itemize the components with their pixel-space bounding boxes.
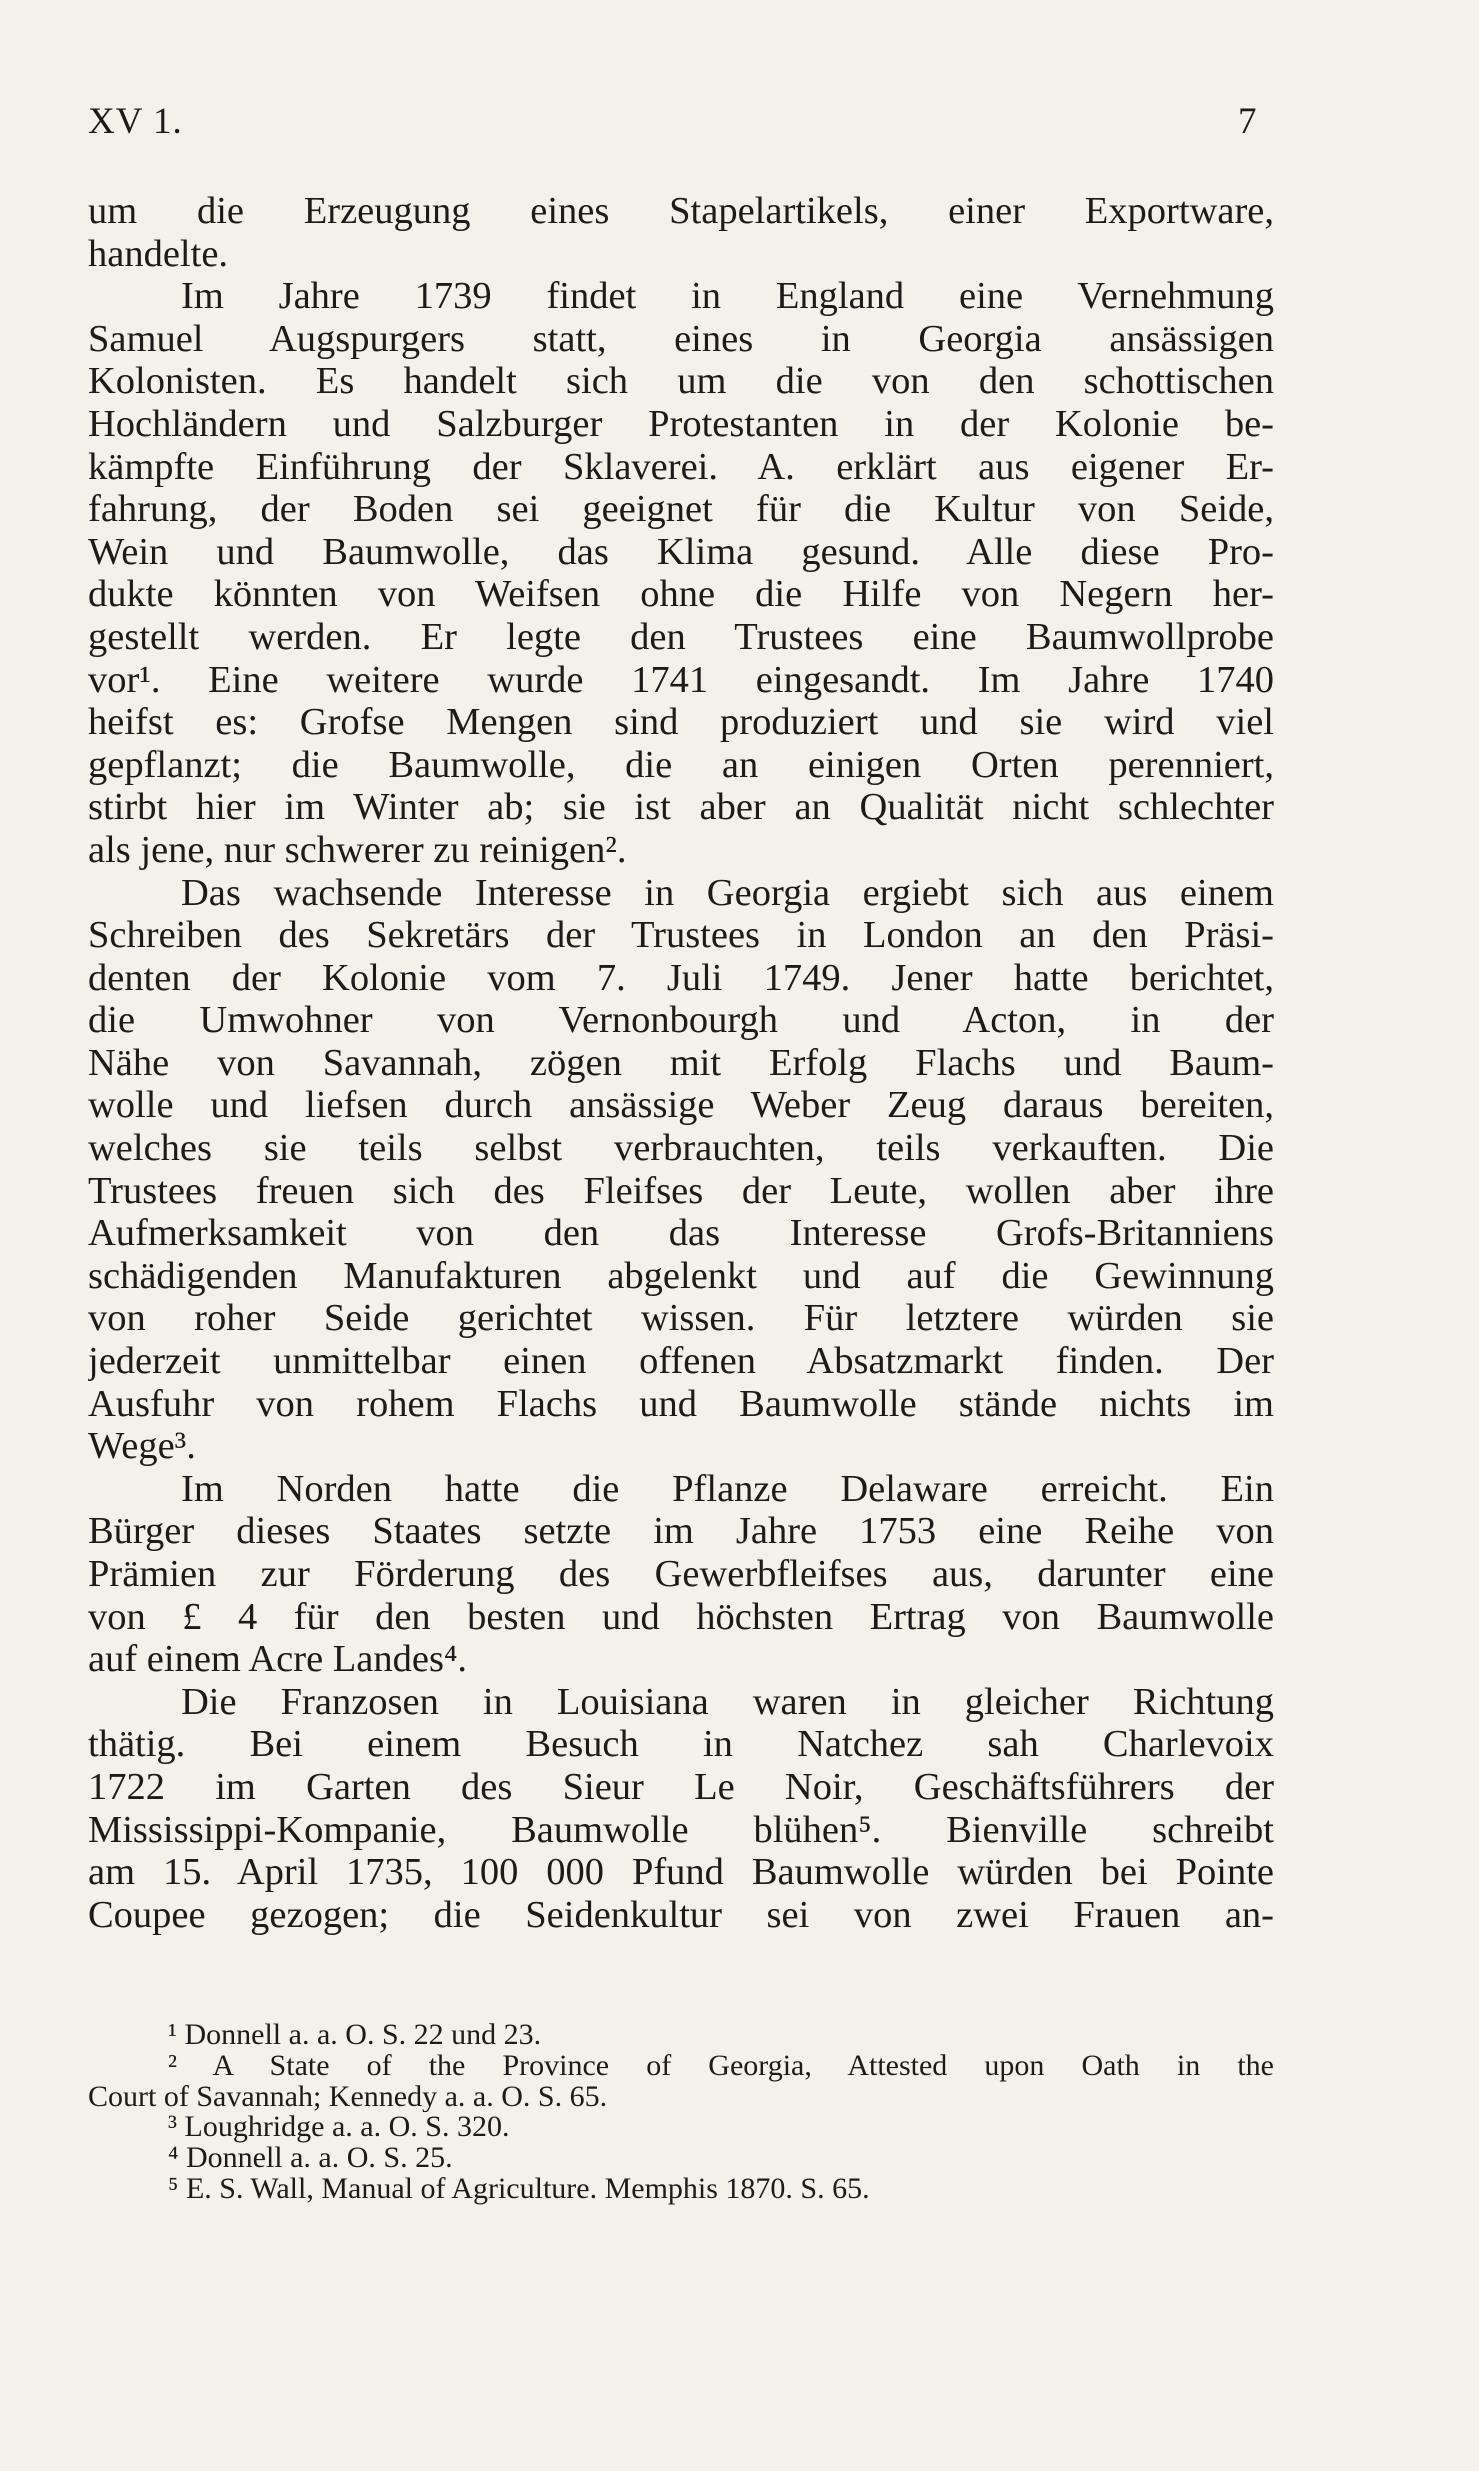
- page-number: 7: [1238, 101, 1257, 142]
- text-line: Prämien zur Förderung des Gewerbfleifses aus, darunter eine: [88, 1553, 1274, 1595]
- text-line: Im Norden hatte die Pflanze Delaware erreicht. Ein: [181, 1467, 1274, 1510]
- text-line: vor¹. Eine weitere wurde 1741 eingesandt. Im Jahre 1740: [88, 658, 1274, 701]
- text-line: welches sie teils selbst verbrauchten, teils verkauften. Die: [88, 1127, 1274, 1170]
- body-text: [88, 190, 1274, 1936]
- text-line: Mississippi-Kompanie, Baumwolle blühen⁵. Bienville schreibt: [88, 1808, 1274, 1851]
- footnotes: [88, 2020, 1274, 2205]
- text-line: auf einem Acre Landes⁴.: [88, 1638, 468, 1681]
- text-line: Trustees freuen sich des Fleifses der Leute, wollen aber ihre: [88, 1169, 1274, 1212]
- text-line: Schreiben des Sekretärs der Trustees in London an den Präsi-: [88, 914, 1274, 957]
- text-line: als jene, nur schwerer zu reinigen².: [88, 828, 627, 871]
- footnote-line: ¹ Donnell a. a. O. S. 22 und 23.: [168, 2020, 542, 2051]
- text-line: Bürger dieses Staates setzte im Jahre 1753 eine Reihe von: [88, 1510, 1274, 1553]
- footnote-line: ⁵ E. S. Wall, Manual of Agriculture. Memphis 1870. S. 65.: [168, 2173, 870, 2205]
- text-line: schädigenden Manufakturen abgelenkt und auf die Gewinnung: [88, 1254, 1274, 1297]
- text-line: handelte.: [88, 232, 229, 275]
- text-line: Kolonisten. Es handelt sich um die von den schottischen: [88, 360, 1274, 403]
- text-line: Aufmerksamkeit von den das Interesse Grofs-Britanniens: [88, 1212, 1274, 1255]
- text-line: 1722 im Garten des Sieur Le Noir, Geschäftsführers der: [88, 1765, 1274, 1808]
- footnote-line: ³ Loughridge a. a. O. S. 320.: [168, 2112, 510, 2144]
- text-line: um die Erzeugung eines Stapelartikels, einer Exportware,: [88, 190, 1274, 232]
- text-line: von £ 4 für den besten und höchsten Ertrag von Baumwolle: [88, 1595, 1274, 1638]
- running-head-chapter: XV 1.: [88, 101, 183, 142]
- text-line: gestellt werden. Er legte den Trustees eine Baumwollprobe: [88, 615, 1274, 658]
- footnote-line: ² A State of the Province of Georgia, Attested upon Oath in the: [168, 2050, 1274, 2082]
- text-line: dukte könnten von Weifsen ohne die Hilfe von Negern her-: [88, 573, 1274, 616]
- text-line: am 15. April 1735, 100 000 Pfund Baumwolle würden bei Pointe: [88, 1851, 1274, 1894]
- text-line: die Umwohner von Vernonbourgh und Acton, in der: [88, 999, 1274, 1042]
- text-line: fahrung, der Boden sei geeignet für die Kultur von Seide,: [88, 488, 1274, 531]
- text-line: Coupee gezogen; die Seidenkultur sei von zwei Frauen an-: [88, 1893, 1274, 1936]
- text-line: Hochländern und Salzburger Protestanten in der Kolonie be-: [88, 402, 1274, 445]
- text-line: Samuel Augspurgers statt, eines in Georgia ansässigen: [88, 317, 1274, 360]
- text-line: Die Franzosen in Louisiana waren in gleicher Richtung: [181, 1680, 1274, 1723]
- text-line: kämpfte Einführung der Sklaverei. A. erklärt aus eigener Er-: [88, 445, 1274, 488]
- text-line: heifst es: Grofse Mengen sind produziert und sie wird viel: [88, 701, 1274, 744]
- text-line: wolle und liefsen durch ansässige Weber Zeug daraus bereiten,: [88, 1084, 1274, 1127]
- footnote-line: Court of Savannah; Kennedy a. a. O. S. 65.: [88, 2081, 608, 2113]
- text-line: gepflanzt; die Baumwolle, die an einigen Orten perenniert,: [88, 743, 1274, 786]
- text-line: Ausfuhr von rohem Flachs und Baumwolle stände nichts im: [88, 1382, 1274, 1425]
- text-line: Im Jahre 1739 findet in England eine Vernehmung: [181, 275, 1274, 318]
- text-line: thätig. Bei einem Besuch in Natchez sah Charlevoix: [88, 1723, 1274, 1766]
- text-line: stirbt hier im Winter ab; sie ist aber an Qualität nicht schlechter: [88, 786, 1274, 829]
- text-line: denten der Kolonie vom 7. Juli 1749. Jener hatte berichtet,: [88, 956, 1274, 999]
- footnote-line: ⁴ Donnell a. a. O. S. 25.: [168, 2143, 453, 2174]
- text-line: Das wachsende Interesse in Georgia ergiebt sich aus einem: [181, 871, 1274, 914]
- text-line: Wege³.: [88, 1425, 196, 1468]
- text-line: jederzeit unmittelbar einen offenen Absatzmarkt finden. Der: [88, 1340, 1274, 1383]
- text-line: Nähe von Savannah, zögen mit Erfolg Flachs und Baum-: [88, 1041, 1274, 1084]
- text-line: Wein und Baumwolle, das Klima gesund. Alle diese Pro-: [88, 530, 1274, 573]
- text-line: von roher Seide gerichtet wissen. Für letztere würden sie: [88, 1297, 1274, 1340]
